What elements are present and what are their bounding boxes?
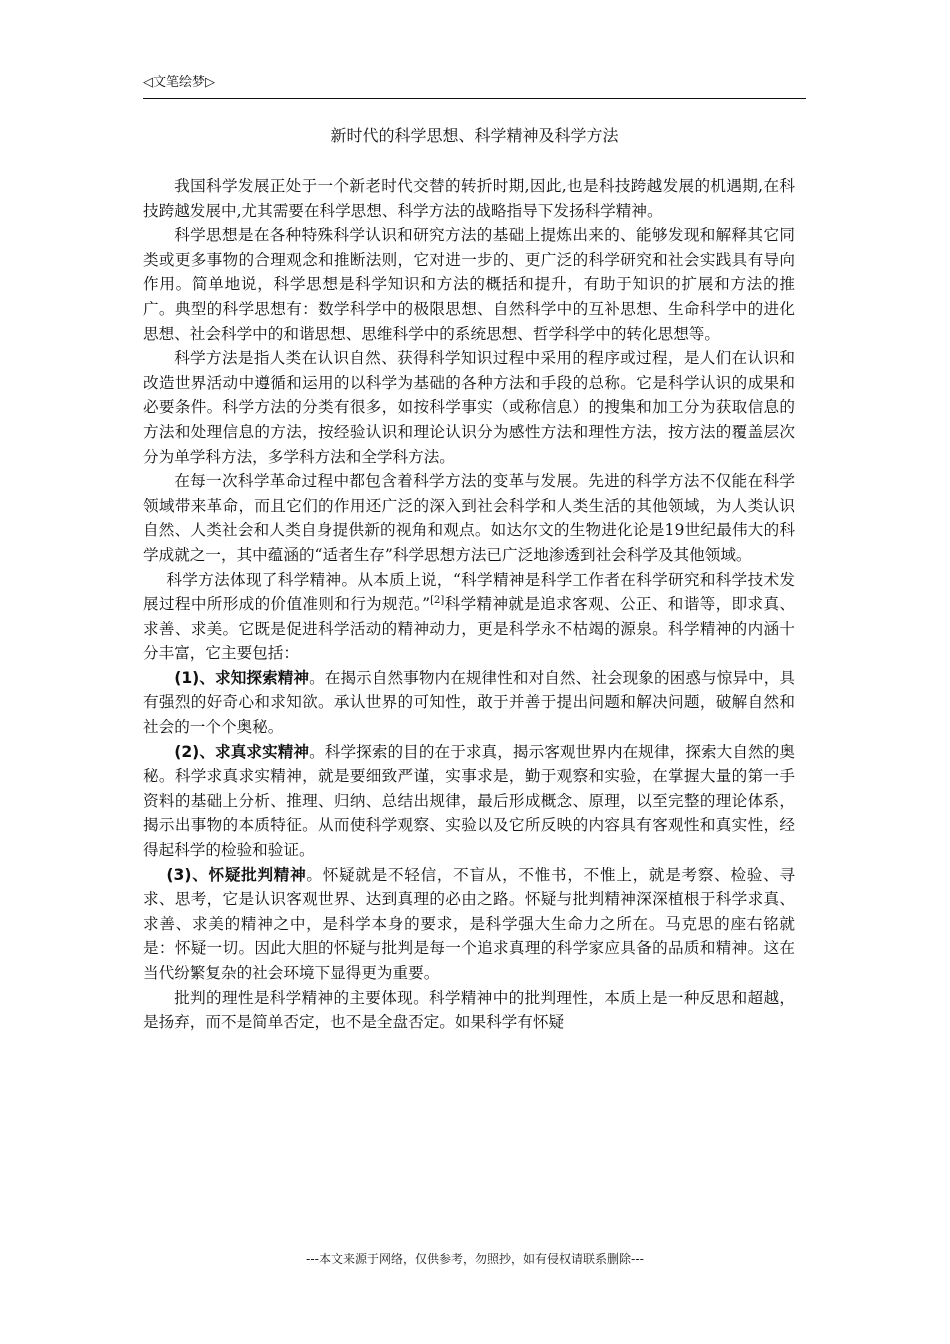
paragraph-text: 科学精神就是追求客观、公正、和谐等，即求真、求善、求美。它既是促进科学活动的精神动力，更是科学永不枯竭的源泉。科学精神的内涵十分丰富，它主要包括： xyxy=(143,595,795,663)
item-label: (2)、求真求实精神 xyxy=(174,742,310,761)
list-item xyxy=(143,740,795,863)
paragraph: 批判的理性是科学精神的主要体现。科学精神中的批判理性，本质上是一种反思和超越，是扬弃，而不是简单否定，也不是全盘否定。如果科学有怀疑 xyxy=(143,988,795,1032)
header-divider xyxy=(143,98,806,99)
item-text: 。科学探索的目的在于求真，揭示客观世界内在规律，探索大自然的奥秘。科学求真求实精神，就是要细致严谨，实事求是，勤于观察和实验，在掌握大量的第一手资料的基础上分析、推理、归纳、总结出规律，最后形成概念、原理，以至完整的理论体系，揭示出事物的本质特征。从而使科学观察、实验以及它所反映的内容具有客观性和真实性，经得起科学的检验和验证。 xyxy=(143,742,795,860)
citation-superscript: [2] xyxy=(430,594,445,606)
list-item xyxy=(143,666,795,740)
paragraph: 我国科学发展正处于一个新老时代交替的转折时期,因此,也是科技跨越发展的机遇期,在科技跨越发展中,尤其需要在科学思想、科学方法的战略指导下发扬科学精神。 xyxy=(143,177,795,220)
item-text: 。在揭示自然事物内在规律性和对自然、社会现象的困惑与惊异中，具有强烈的好奇心和求知欲。承认世界的可知性，敢于并善于提出问题和解决问题，破解自然和社会的一个个奥秘。 xyxy=(143,668,795,737)
item-label: (1)、求知探索精神 xyxy=(174,668,310,687)
paragraph-text: 科学方法体现了科学精神。从本质上说，“科学精神是科学工作者在科学研究和科学技术发展过程中所形成的价值准则和行为规范。” xyxy=(143,570,795,614)
paragraph: 科学方法是指人类在认识自然、获得科学知识过程中采用的程序或过程，是人们在认识和改造世界活动中遵循和运用的以科学为基础的各种方法和手段的总称。它是科学认识的成果和必要条件。科学方法的分类有很多，如按科学事实（或称信息）的搜集和加工分为获取信息的方法和处理信息的方法，按经验认识和理论认识分为感性方法和理性方法，按方法的覆盖层次分为单学科方法，多学科方法和全学科方法。 xyxy=(143,349,795,466)
paragraph: 科学思想是在各种特殊科学认识和研究方法的基础上提炼出来的、能够发现和解释其它同类或更多事物的合理观念和推断法则，它对进一步的、更广泛的科学研究和社会实践具有导向作用。简单地说，科学思想是科学知识和方法的概括和提升，有助于知识的扩展和方法的推广。典型的科学思想有：数学科学中的极限思想、自然科学中的互补思想、生命科学中的进化思想、社会科学中的和谐思想、思维科学中的系统思想、哲学科学中的转化思想等。 xyxy=(143,226,795,343)
page-header: ◁文笔绘梦▷ xyxy=(143,75,215,90)
document-body xyxy=(143,174,795,1035)
document-title: 新时代的科学思想、科学精神及科学方法 xyxy=(330,126,619,145)
item-label: (3)、怀疑批判精神 xyxy=(166,865,307,884)
paragraph-science-spirit xyxy=(143,568,795,666)
paragraph: 在每一次科学革命过程中都包含着科学方法的变革与发展。先进的科学方法不仅能在科学领域带来革命，而且它们的作用还广泛的深入到社会科学和人类生活的其他领域，为人类认识自然、人类社会和人类自身提供新的视角和观点。如达尔文的生物进化论是19世纪最伟大的科学成就之一，其中蕴涵的“适者生存”科学思想方法已广泛地渗透到社会科学及其他领域。 xyxy=(143,472,795,564)
item-text: 。怀疑就是不轻信，不盲从，不惟书，不惟上，就是考察、检验、寻求、思考，它是认识客观世界、达到真理的必由之路。怀疑与批判精神深深植根于科学求真、求善、求美的精神之中，是科学本身的要求，是科学强大生命力之所在。马克思的座右铭就是：怀疑一切。因此大胆的怀疑与批判是每一个追求真理的科学家应具备的品质和精神。这在当代纷繁复杂的社会环境下显得更为重要。 xyxy=(143,865,795,982)
page-footer: ---本文来源于网络，仅供参考，勿照抄，如有侵权请联系删除--- xyxy=(306,1252,644,1266)
list-item xyxy=(143,863,795,986)
